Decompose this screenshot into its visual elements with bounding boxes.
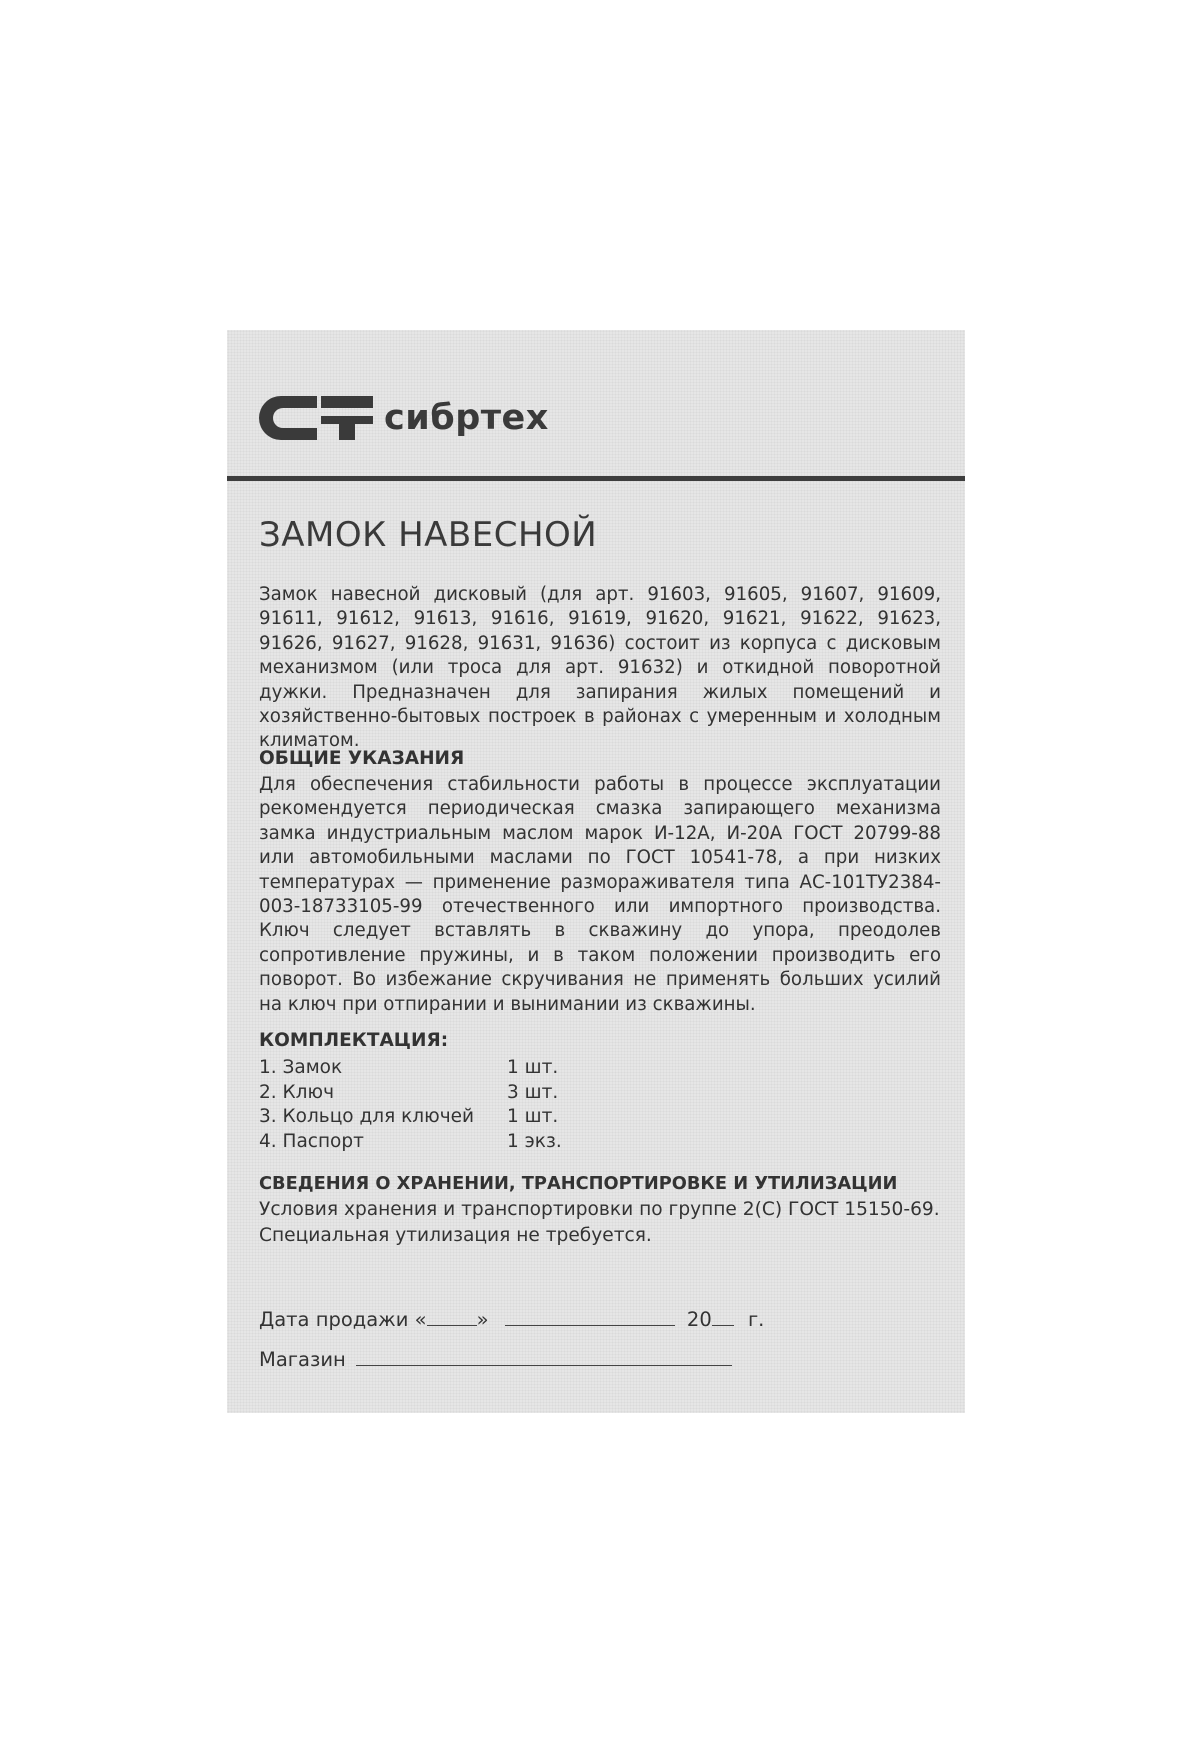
sale-month-blank <box>505 1307 675 1326</box>
storage-heading: СВЕДЕНИЯ О ХРАНЕНИИ, ТРАНСПОРТИРОВКЕ И УТИЛИЗАЦИИ <box>259 1173 898 1194</box>
kit-heading: КОМПЛЕКТАЦИЯ: <box>259 1030 449 1051</box>
sale-date-quote-close: » <box>476 1308 489 1331</box>
kit-item-name: 3. Кольцо для ключей <box>259 1106 475 1127</box>
sale-year-prefix: 20 <box>686 1308 712 1331</box>
sale-day-blank <box>427 1307 477 1326</box>
kit-item-qty: 1 шт. <box>507 1057 559 1078</box>
kit-item-qty: 1 шт. <box>507 1106 559 1127</box>
general-paragraph: Для обеспечения стабильности работы в процессе эксплуатации рекомендуется периодическая смазка запирающего механизма замка индустриальным маслом марок И-12А, И-20А ГОСТ 20799-88 или автомобильными маслами по ГОСТ 10541-78, а при низких температурах — применение размораживателя типа АС-101ТУ2384-003-18733105-99 отечественного или импортного производства. Ключ следует вставлять в скважину до упора, преодолев сопротивление пружины, и в таком положении производить его поворот. Во избежание скручивания не применять больших усилий на ключ при отпирании и вынимании из скважины. <box>259 774 941 1015</box>
sale-year-blank <box>712 1307 734 1326</box>
kit-item-name: 2. Ключ <box>259 1081 334 1103</box>
shop-label: Магазин <box>259 1348 346 1371</box>
kit-item-qty: 1 экз. <box>507 1130 562 1152</box>
sale-date-label: Дата продажи « <box>259 1308 427 1331</box>
brand-name: сибртех <box>384 398 549 438</box>
shop-blank <box>356 1347 732 1366</box>
header-divider <box>227 476 965 481</box>
document-title: ЗАМОК НАВЕСНОЙ <box>259 515 598 555</box>
sale-date-line <box>259 1307 764 1331</box>
passport-sheet <box>227 330 965 1413</box>
sale-year-suffix: г. <box>747 1308 765 1331</box>
intro-paragraph: Замок навесной дисковый (для арт. 91603, 91605, 91607, 91609, 91611, 91612, 91613, 91616, 91619, 91620, 91621, 91622, 91623, 91626, 91627, 91628, 91631, 91636) состоит из корпуса с дисковым механизмом (или троса для арт. 91632) и откидной поворотной дужки. Предназначен для запирания жилых помещений и хозяйственно-бытовых построек в районах с умеренным и холодным климатом. <box>259 584 941 752</box>
kit-item-name: 4. Паспорт <box>259 1130 364 1152</box>
general-heading: ОБЩИЕ УКАЗАНИЯ <box>259 748 465 769</box>
storage-line-2: Специальная утилизация не требуется. <box>259 1225 652 1246</box>
st-logo-icon <box>255 392 377 444</box>
shop-line <box>259 1347 732 1371</box>
kit-item-qty: 3 шт. <box>507 1081 559 1103</box>
kit-item-name: 1. Замок <box>259 1057 343 1078</box>
storage-line-1: Условия хранения и транспортировки по группе 2(С) ГОСТ 15150-69. <box>259 1199 940 1220</box>
